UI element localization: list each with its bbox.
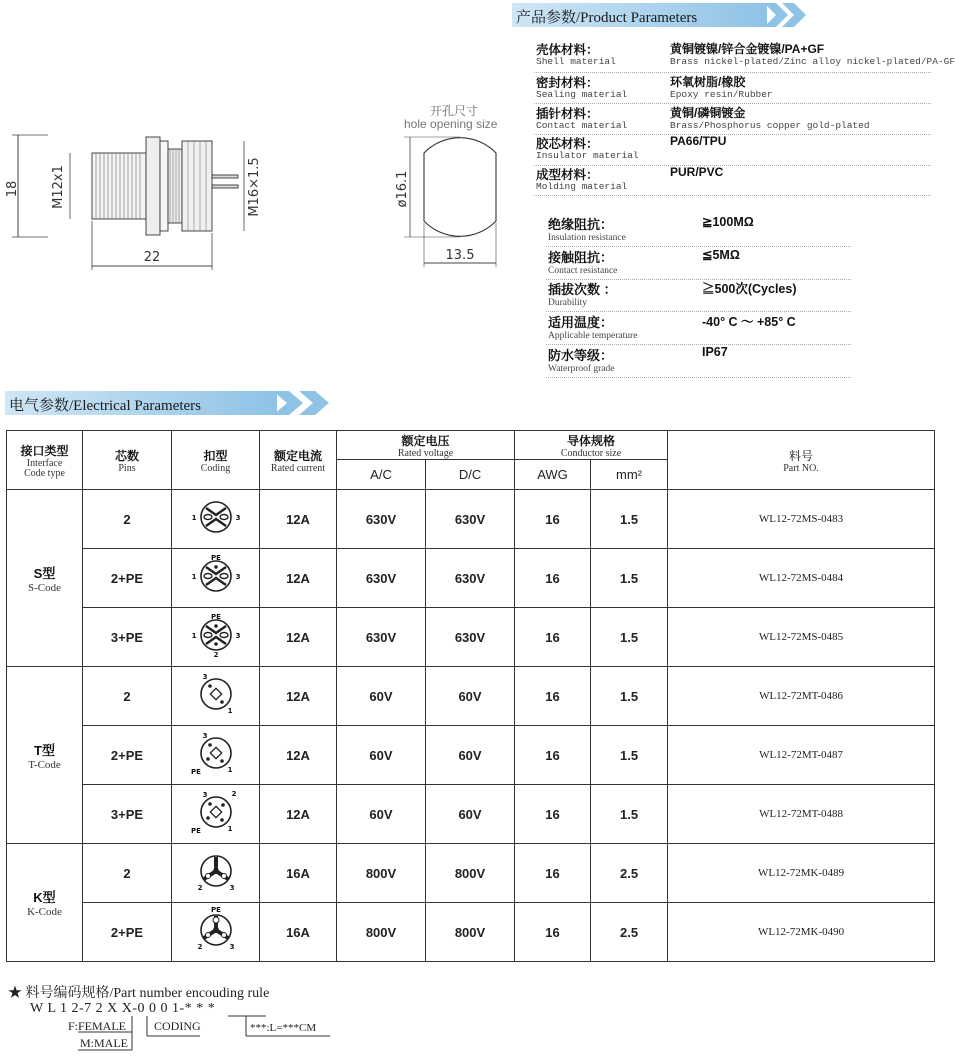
electrical-params-title: 电气参数/Electrical Parameters [9, 398, 202, 414]
awg-cell: 16 [515, 667, 591, 726]
param-name-en: Insulator material [536, 150, 639, 161]
part-number-cell: WL12-72MS-0485 [668, 608, 935, 667]
awg-cell: 16 [515, 490, 591, 549]
awg-cell: 16 [515, 608, 591, 667]
dc-cell: 630V [426, 549, 515, 608]
product-params-header [512, 3, 807, 27]
dc-cell: 800V [426, 903, 515, 962]
product-param-row [534, 104, 931, 135]
current-cell: 12A [260, 667, 337, 726]
table-row [7, 549, 935, 608]
dim-length: 22 [143, 250, 161, 265]
awg-cell: 16 [515, 844, 591, 903]
spec-row [546, 345, 851, 378]
dc-cell: 60V [426, 667, 515, 726]
col-dc: D/C [426, 460, 515, 490]
spec-name-en: Insulation resistance [548, 233, 626, 243]
current-cell: 12A [260, 785, 337, 844]
pins-cell: 2 [83, 844, 172, 903]
spec-name: 插拔次数 ： [548, 282, 617, 297]
dim-thread-left: M12x1 [51, 165, 66, 209]
dim-height: 18 [5, 180, 20, 198]
mm2-cell: 2.5 [591, 844, 668, 903]
dc-cell: 800V [426, 844, 515, 903]
hole-drawing [380, 135, 510, 275]
coding-cell [172, 844, 260, 903]
svg-text:PE: PE [210, 553, 221, 562]
svg-text:1: 1 [227, 765, 232, 774]
svg-text:1: 1 [191, 513, 196, 522]
param-name-en: Sealing material [536, 89, 628, 100]
svg-text:2: 2 [213, 650, 218, 659]
svg-text:3: 3 [202, 731, 207, 740]
ac-cell: 630V [337, 490, 426, 549]
svg-text:2: 2 [231, 789, 236, 798]
table-row [7, 667, 935, 726]
ac-cell: 800V [337, 903, 426, 962]
ac-cell: 60V [337, 726, 426, 785]
coding-cell [172, 785, 260, 844]
spec-row [546, 214, 851, 247]
coding-icon [186, 904, 246, 956]
coding-icon [186, 786, 246, 838]
col-voltage: 额定电压 Rated voltage [337, 431, 515, 460]
svg-text:1: 1 [191, 572, 196, 581]
coding-icon [186, 727, 246, 779]
svg-text:3: 3 [229, 883, 234, 892]
coding-cell [172, 903, 260, 962]
param-value: PUR/PVC [670, 165, 724, 179]
param-value-en: Brass/Phosphorus copper gold-plated [670, 120, 870, 131]
electrical-table [6, 430, 935, 962]
awg-cell: 16 [515, 785, 591, 844]
param-value: 黄铜/磷铜镀金 [670, 106, 746, 120]
encoding-pattern: W L 1 2-7 2 X X-0 0 0 1-* * * [30, 1001, 216, 1016]
param-value: 环氧树脂/橡胶 [670, 75, 746, 89]
dim-diameter: ø16.1 [395, 170, 410, 208]
param-value: PA66/TPU [670, 134, 727, 148]
spec-row [546, 247, 851, 280]
param-name-en: Shell material [536, 56, 616, 67]
code-type-cell: K型 K-Code [7, 844, 83, 962]
table-row [7, 903, 935, 962]
hole-title-cn: 开孔尺寸 [430, 104, 479, 118]
current-cell: 12A [260, 726, 337, 785]
param-name: 插针材料： [536, 107, 599, 121]
mm2-cell: 1.5 [591, 667, 668, 726]
col-part: 料号 Part NO. [668, 431, 935, 490]
connector-drawing [0, 125, 260, 275]
current-cell: 12A [260, 549, 337, 608]
spec-name-en: Applicable temperature [548, 331, 638, 341]
encoding-title [8, 982, 269, 1002]
product-param-row [534, 134, 931, 166]
svg-text:3: 3 [229, 942, 234, 951]
svg-text:PE: PE [190, 767, 201, 776]
coding-label: CODING [154, 1019, 201, 1033]
encoding-title-text: 料号编码规格/Part number encouding rule [25, 986, 270, 1001]
female-label: F:FEMALE [68, 1019, 127, 1033]
col-coding: 扣型 Coding [172, 431, 260, 490]
code-type-cell: S型 S-Code [7, 490, 83, 667]
table-row [7, 844, 935, 903]
svg-text:1: 1 [227, 824, 232, 833]
ac-cell: 800V [337, 844, 426, 903]
param-name: 成型材料： [536, 168, 599, 182]
pins-cell: 2+PE [83, 549, 172, 608]
ac-cell: 630V [337, 549, 426, 608]
param-name: 胶芯材料： [536, 137, 599, 151]
svg-text:2: 2 [197, 883, 202, 892]
svg-text:3: 3 [235, 631, 240, 640]
pins-cell: 2 [83, 667, 172, 726]
awg-cell: 16 [515, 549, 591, 608]
param-value-en: Epoxy resin/Rubber [670, 89, 773, 100]
coding-cell [172, 608, 260, 667]
dim-thread-right: M16×1.5 [247, 157, 262, 217]
mm2-cell: 1.5 [591, 549, 668, 608]
awg-cell: 16 [515, 903, 591, 962]
chevron-right-icon [273, 391, 353, 415]
spec-name-en: Contact resistance [548, 266, 618, 276]
col-conductor: 导体规格 Conductor size [515, 431, 668, 460]
pins-cell: 2+PE [83, 726, 172, 785]
star-icon: ★ [8, 986, 22, 1001]
current-cell: 12A [260, 490, 337, 549]
product-param-row [534, 40, 955, 73]
spec-name: 适用温度： [548, 315, 614, 330]
spec-value: ≧100MΩ [702, 215, 754, 229]
coding-cell [172, 726, 260, 785]
col-mm2: mm² [591, 460, 668, 490]
svg-text:1: 1 [227, 706, 232, 715]
spec-value: ≦5MΩ [702, 248, 740, 262]
spec-name: 防水等级： [548, 348, 614, 363]
ac-cell: 630V [337, 608, 426, 667]
coding-cell [172, 490, 260, 549]
part-number-cell: WL12-72MT-0487 [668, 726, 935, 785]
param-name-en: Molding material [536, 181, 628, 192]
male-label: M:MALE [80, 1036, 128, 1050]
current-cell: 16A [260, 844, 337, 903]
dc-cell: 630V [426, 490, 515, 549]
product-params-title: 产品参数/Product Parameters [516, 10, 698, 26]
product-param-row [534, 165, 931, 196]
col-ac: A/C [337, 460, 426, 490]
coding-cell [172, 549, 260, 608]
product-param-row [534, 73, 931, 104]
pins-cell: 2+PE [83, 903, 172, 962]
dc-cell: 60V [426, 785, 515, 844]
svg-text:3: 3 [202, 672, 207, 681]
dc-cell: 630V [426, 608, 515, 667]
spec-row [546, 279, 851, 312]
col-pins: 芯数 Pins [83, 431, 172, 490]
table-row [7, 726, 935, 785]
ac-cell: 60V [337, 667, 426, 726]
mm2-cell: 1.5 [591, 608, 668, 667]
part-number-cell: WL12-72MK-0490 [668, 903, 935, 962]
coding-cell [172, 667, 260, 726]
param-value: 黄铜镀镍/锌合金镀镍/PA+GF [670, 42, 825, 56]
svg-text:2: 2 [197, 942, 202, 951]
current-cell: 12A [260, 608, 337, 667]
electrical-params-header [5, 391, 350, 415]
param-value-en: Brass nickel-plated/Zinc alloy nickel-plated/PA-GF [670, 56, 955, 67]
dc-cell: 60V [426, 726, 515, 785]
spec-value: ≧500次(Cycles) [702, 282, 797, 296]
awg-cell: 16 [515, 726, 591, 785]
col-current: 额定电流 Rated current [260, 431, 337, 490]
chevron-right-icon [764, 3, 816, 27]
length-label: ***:L=***CM [250, 1022, 317, 1034]
spec-name-en: Waterproof grade [548, 364, 615, 374]
coding-icon [186, 845, 246, 897]
table-row [7, 785, 935, 844]
svg-text:PE: PE [210, 905, 221, 914]
part-number-cell: WL12-72MT-0488 [668, 785, 935, 844]
spec-row [546, 312, 851, 345]
mm2-cell: 1.5 [591, 785, 668, 844]
code-type-cell: T型 T-Code [7, 667, 83, 844]
svg-text:3: 3 [202, 790, 207, 799]
ac-cell: 60V [337, 785, 426, 844]
mm2-cell: 1.5 [591, 726, 668, 785]
dim-width: 13.5 [445, 248, 475, 263]
hole-title-en: hole opening size [404, 117, 498, 131]
pins-cell: 3+PE [83, 608, 172, 667]
mm2-cell: 1.5 [591, 490, 668, 549]
part-number-cell: WL12-72MS-0483 [668, 490, 935, 549]
part-number-cell: WL12-72MT-0486 [668, 667, 935, 726]
coding-icon [186, 609, 246, 661]
svg-text:1: 1 [191, 631, 196, 640]
table-row [7, 608, 935, 667]
coding-icon [186, 668, 246, 720]
mm2-cell: 2.5 [591, 903, 668, 962]
spec-name: 接触阻抗： [548, 250, 614, 265]
svg-text:PE: PE [190, 826, 201, 835]
pins-cell: 2 [83, 490, 172, 549]
param-name-en: Contact material [536, 120, 628, 131]
spec-value: -40° C 〜 +85° C [702, 315, 796, 329]
spec-value: IP67 [702, 345, 728, 359]
svg-text:3: 3 [235, 572, 240, 581]
coding-icon [186, 550, 246, 602]
col-interface: 接口类型 Interface Code type [7, 431, 83, 490]
param-name: 密封材料： [536, 76, 599, 90]
spec-name: 绝缘阻抗： [548, 217, 614, 232]
param-name: 壳体材料： [536, 43, 599, 57]
pins-cell: 3+PE [83, 785, 172, 844]
svg-text:3: 3 [235, 513, 240, 522]
col-awg: AWG [515, 460, 591, 490]
part-number-cell: WL12-72MK-0489 [668, 844, 935, 903]
part-number-cell: WL12-72MS-0484 [668, 549, 935, 608]
current-cell: 16A [260, 903, 337, 962]
spec-name-en: Durability [548, 298, 588, 308]
coding-icon [186, 491, 246, 543]
svg-text:PE: PE [210, 612, 221, 621]
table-row [7, 490, 935, 549]
